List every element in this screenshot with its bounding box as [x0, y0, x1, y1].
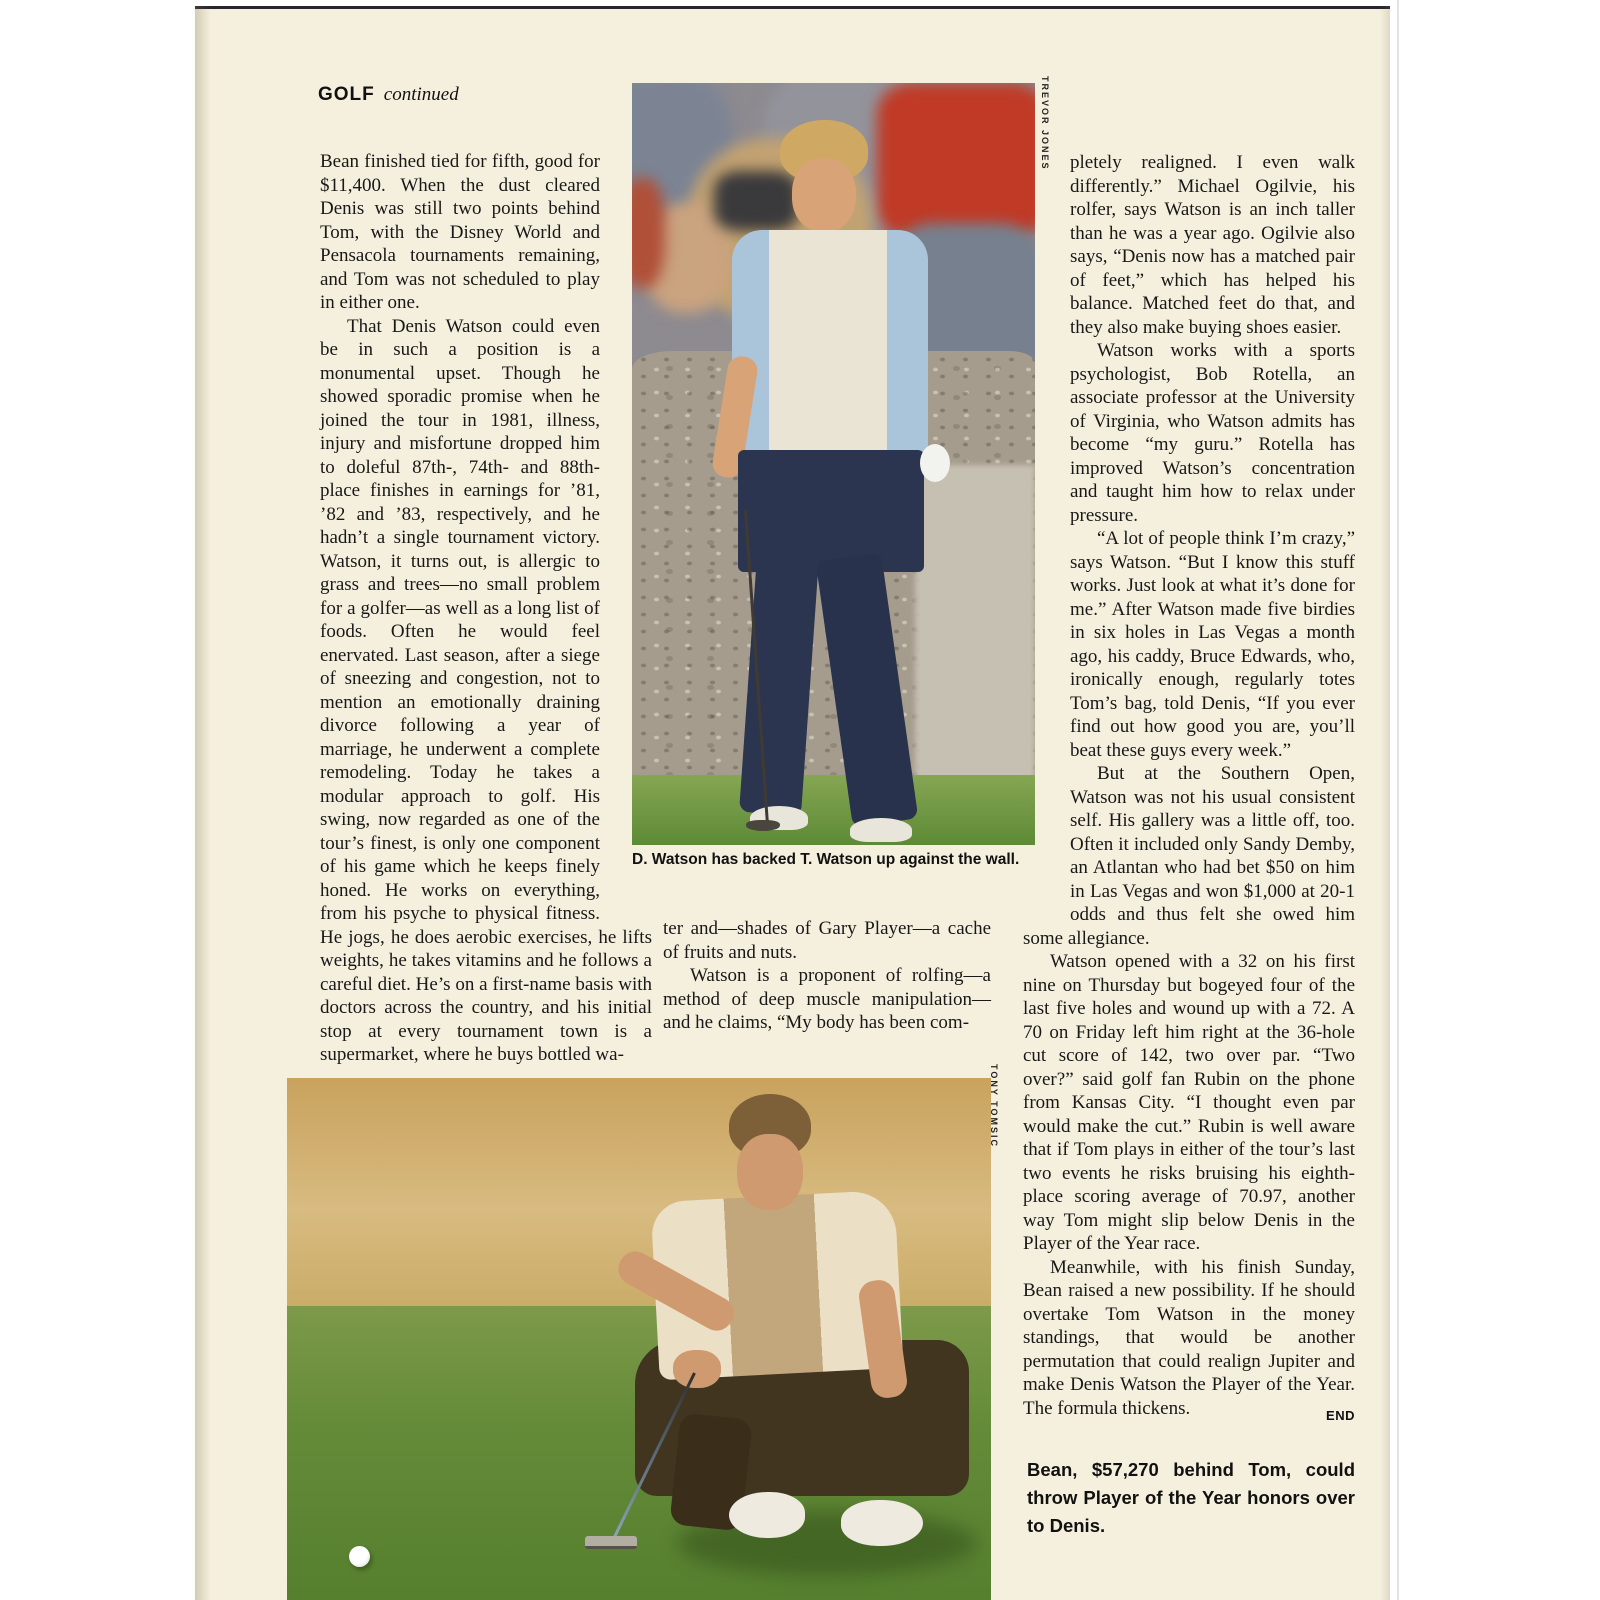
- putter-head: [585, 1536, 637, 1549]
- golfer-hands: [673, 1350, 721, 1388]
- golfer-face: [737, 1134, 803, 1210]
- golf-ball: [349, 1546, 370, 1567]
- golfer-trousers: [738, 450, 924, 572]
- golfer-tom-watson: [722, 118, 952, 845]
- bottom-photo-caption: Bean, $57,270 behind Tom, could throw Player of the Year honors over to Denis.: [1027, 1459, 1355, 1536]
- paragraph: That Denis Watson could even be in such a position is a monumental upset. Though he showed sporadic promise when he joined the tour in 1981, illness, injury and misfortune dropped him to doleful 87th-, 74th- and 88th-place finishes in earnings for ’81, ’82 and ’83, respectively, and he hadn’t a single tournament victory. Watson, it turns out, is allergic to grass and trees—no small problem for a golfer—as well as a long list of foods. Often he would feel enervated. Last season, after a siege of sneezing and congestion, not to mention an emotionally draining divorce following a year of marriage, he underwent a complete remodeling. Today he takes a modular approach to golf. His swing, now regarded as one of the tour’s finest, is only one component of his game which he keeps finely honed. He works on everything, from his psyche to physical fitness. He jogs, he does aerobic exercises, he lifts weights, he takes vitamins and he follows a careful diet. He’s on a first-name basis with doctors across the country, and his initial stop at every tournament town is a supermarket, where he buys bottled wa-: [320, 315, 652, 1065]
- golfer-leg-right: [816, 553, 919, 828]
- golfer-face: [792, 158, 856, 232]
- golfer-shoe-right: [850, 818, 912, 842]
- section-continued-label: continued: [383, 84, 459, 105]
- paragraph: ter and—shades of Gary Player—a cache of fruits and nuts.: [663, 918, 991, 963]
- paragraph: But at the Southern Open, Watson was not his usual consistent self. His gallery was a little off, too. Often it included only Sandy Demby, an Atlantan who had bet $50 on him in Las Vegas and won $1,000 at 20-1 odds and thus felt she owed him some allegiance.: [1023, 763, 1355, 949]
- column-shape-spacer: [600, 150, 652, 921]
- bottom-photo: [287, 1078, 991, 1600]
- top-photo-caption: D. Watson has backed T. Watson up against the wall.: [632, 851, 1020, 868]
- paragraph: “A lot of people think I’m crazy,” says Watson. “But I know this stuff works. Just look at what it’s done for me.” After Watson made five birdies in six holes in Las Vegas a month ago, his caddy, Bruce Edwards, who, ironically enough, regularly totes Tom’s bag, told Denis, “If you ever find out how good you are, you’ll beat these guys every week.”: [1070, 528, 1355, 761]
- golfer-crouching-bean: [617, 1088, 987, 1578]
- paragraph: Bean finished tied for fifth, good for $11,400. When the dust cleared Denis was still two points behind Tom, with the Disney World and Pensacola tournaments remaining, and Tom was not scheduled to play in either one.: [320, 151, 600, 313]
- top-photo-credit: TREVOR JONES: [1040, 76, 1050, 171]
- paragraph: Watson opened with a 32 on his first nine on Thursday but bogeyed four of the last five holes and wound up with a 72. A 70 on Friday left him right at the 36-hole cut score of 142, two over par. “Two over?” said golf fan Rubin on the phone from Kansas City. “I thought even par would make the cut.” Rubin is well aware that if Tom plays in either of the tour’s last two events he risks bruising his eighth-place scoring average of 70.97, another way Tom might slip below Denis in the Player of the Year race.: [1023, 951, 1355, 1254]
- page-top-edge: [195, 6, 1390, 9]
- section-title: GOLF: [318, 84, 375, 105]
- right-column: [1023, 151, 1355, 1423]
- golfer-shoe-right: [841, 1500, 923, 1546]
- paragraph-text: Meanwhile, with his finish Sunday, Bean raised a new possibility. If he should overtake Tom Watson in the money standings, that would be another permutation that could realign Jupiter and make Denis Watson the Player of the Year. The formula thickens.: [1023, 1256, 1355, 1419]
- golfer-shoe-left: [729, 1492, 805, 1538]
- golf-glove: [920, 444, 950, 482]
- golfer-shirt-and-vest: [732, 230, 928, 462]
- page-right-shadow: [1380, 6, 1390, 1600]
- end-marker: END: [1326, 1407, 1355, 1423]
- column-shape-spacer: [1023, 151, 1070, 921]
- left-column: [320, 150, 652, 1067]
- scan-edge-line: [1397, 0, 1399, 1600]
- middle-column: [663, 917, 991, 1035]
- bottom-photo-credit: TONY TOMSIC: [989, 1064, 999, 1149]
- paragraph: pletely realigned. I even walk differently.” Michael Ogilvie, his rolfer, says Watson is an inch taller than he was a year ago. Ogilvie also says, “Denis now has a matched pair of feet,” which has helped his balance. Matched feet do that, and they also make buying shoes easier.: [1070, 152, 1355, 338]
- section-header: [318, 84, 459, 106]
- paragraph: [1023, 1256, 1355, 1421]
- top-photo: [632, 83, 1035, 845]
- paragraph: Watson is a proponent of rolfing—a method of deep muscle manipulation—and he claims, “My body has been com-: [663, 965, 991, 1033]
- page-left-shadow: [195, 6, 211, 1600]
- golf-club-head: [746, 820, 780, 831]
- paragraph: Watson works with a sports psychologist, Bob Rotella, an associate professor at the University of Virginia, who Watson admits has become “my guru.” Rotella has improved Watson’s concentration and taught him how to relax under pressure.: [1070, 340, 1355, 526]
